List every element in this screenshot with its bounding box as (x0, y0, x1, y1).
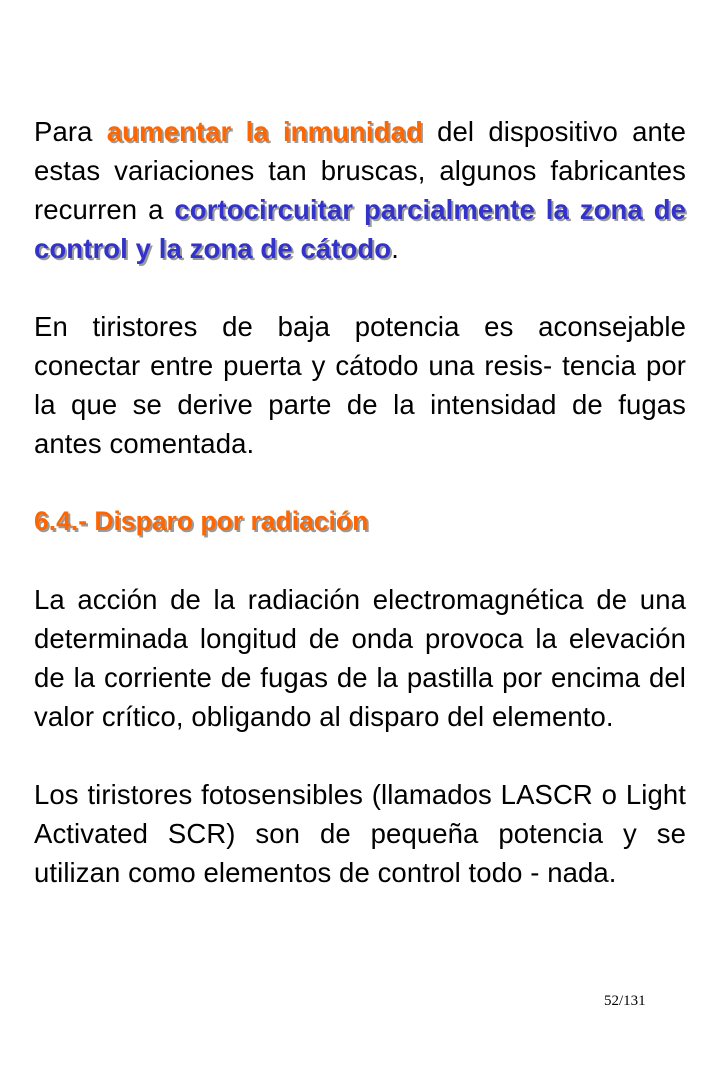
slide-content (34, 112, 686, 892)
paragraph-immunity (34, 112, 686, 268)
paragraph-radiation: La acción de la radiación electromagnética de una determinada longitud de onda provoca la elevación de la corriente de fugas de la pastilla por encima del valor crítico, obligando al disparo del elemento. (34, 584, 686, 732)
highlight-short-circuit: cortocircuitar parcialmente la zona de control y la zona de cátodo (34, 194, 687, 264)
paragraph-immunity-text-3: . (391, 233, 399, 264)
paragraph-lascr: Los tiristores fotosensibles (llamados LASCR o Light Activated SCR) son de pequeña potencia y se utilizan como elementos de control todo - nada. (34, 779, 686, 888)
paragraph-immunity-text-2: del dispositivo ante estas variaciones tan bruscas, algunos fabricantes recurren a (34, 116, 686, 225)
highlight-increase-immunity: aumentar la inmunidad (106, 116, 423, 147)
paragraph-immunity-text-1: Para (34, 116, 107, 147)
page-number: 52/131 (604, 993, 646, 1009)
section-heading-radiation: 6.4.- Disparo por radiación (34, 506, 369, 536)
paragraph-low-power: En tiristores de baja potencia es aconsejable conectar entre puerta y cátodo una resis- tencia por la que se derive parte de la intensidad de fugas antes comentada. (34, 311, 686, 459)
